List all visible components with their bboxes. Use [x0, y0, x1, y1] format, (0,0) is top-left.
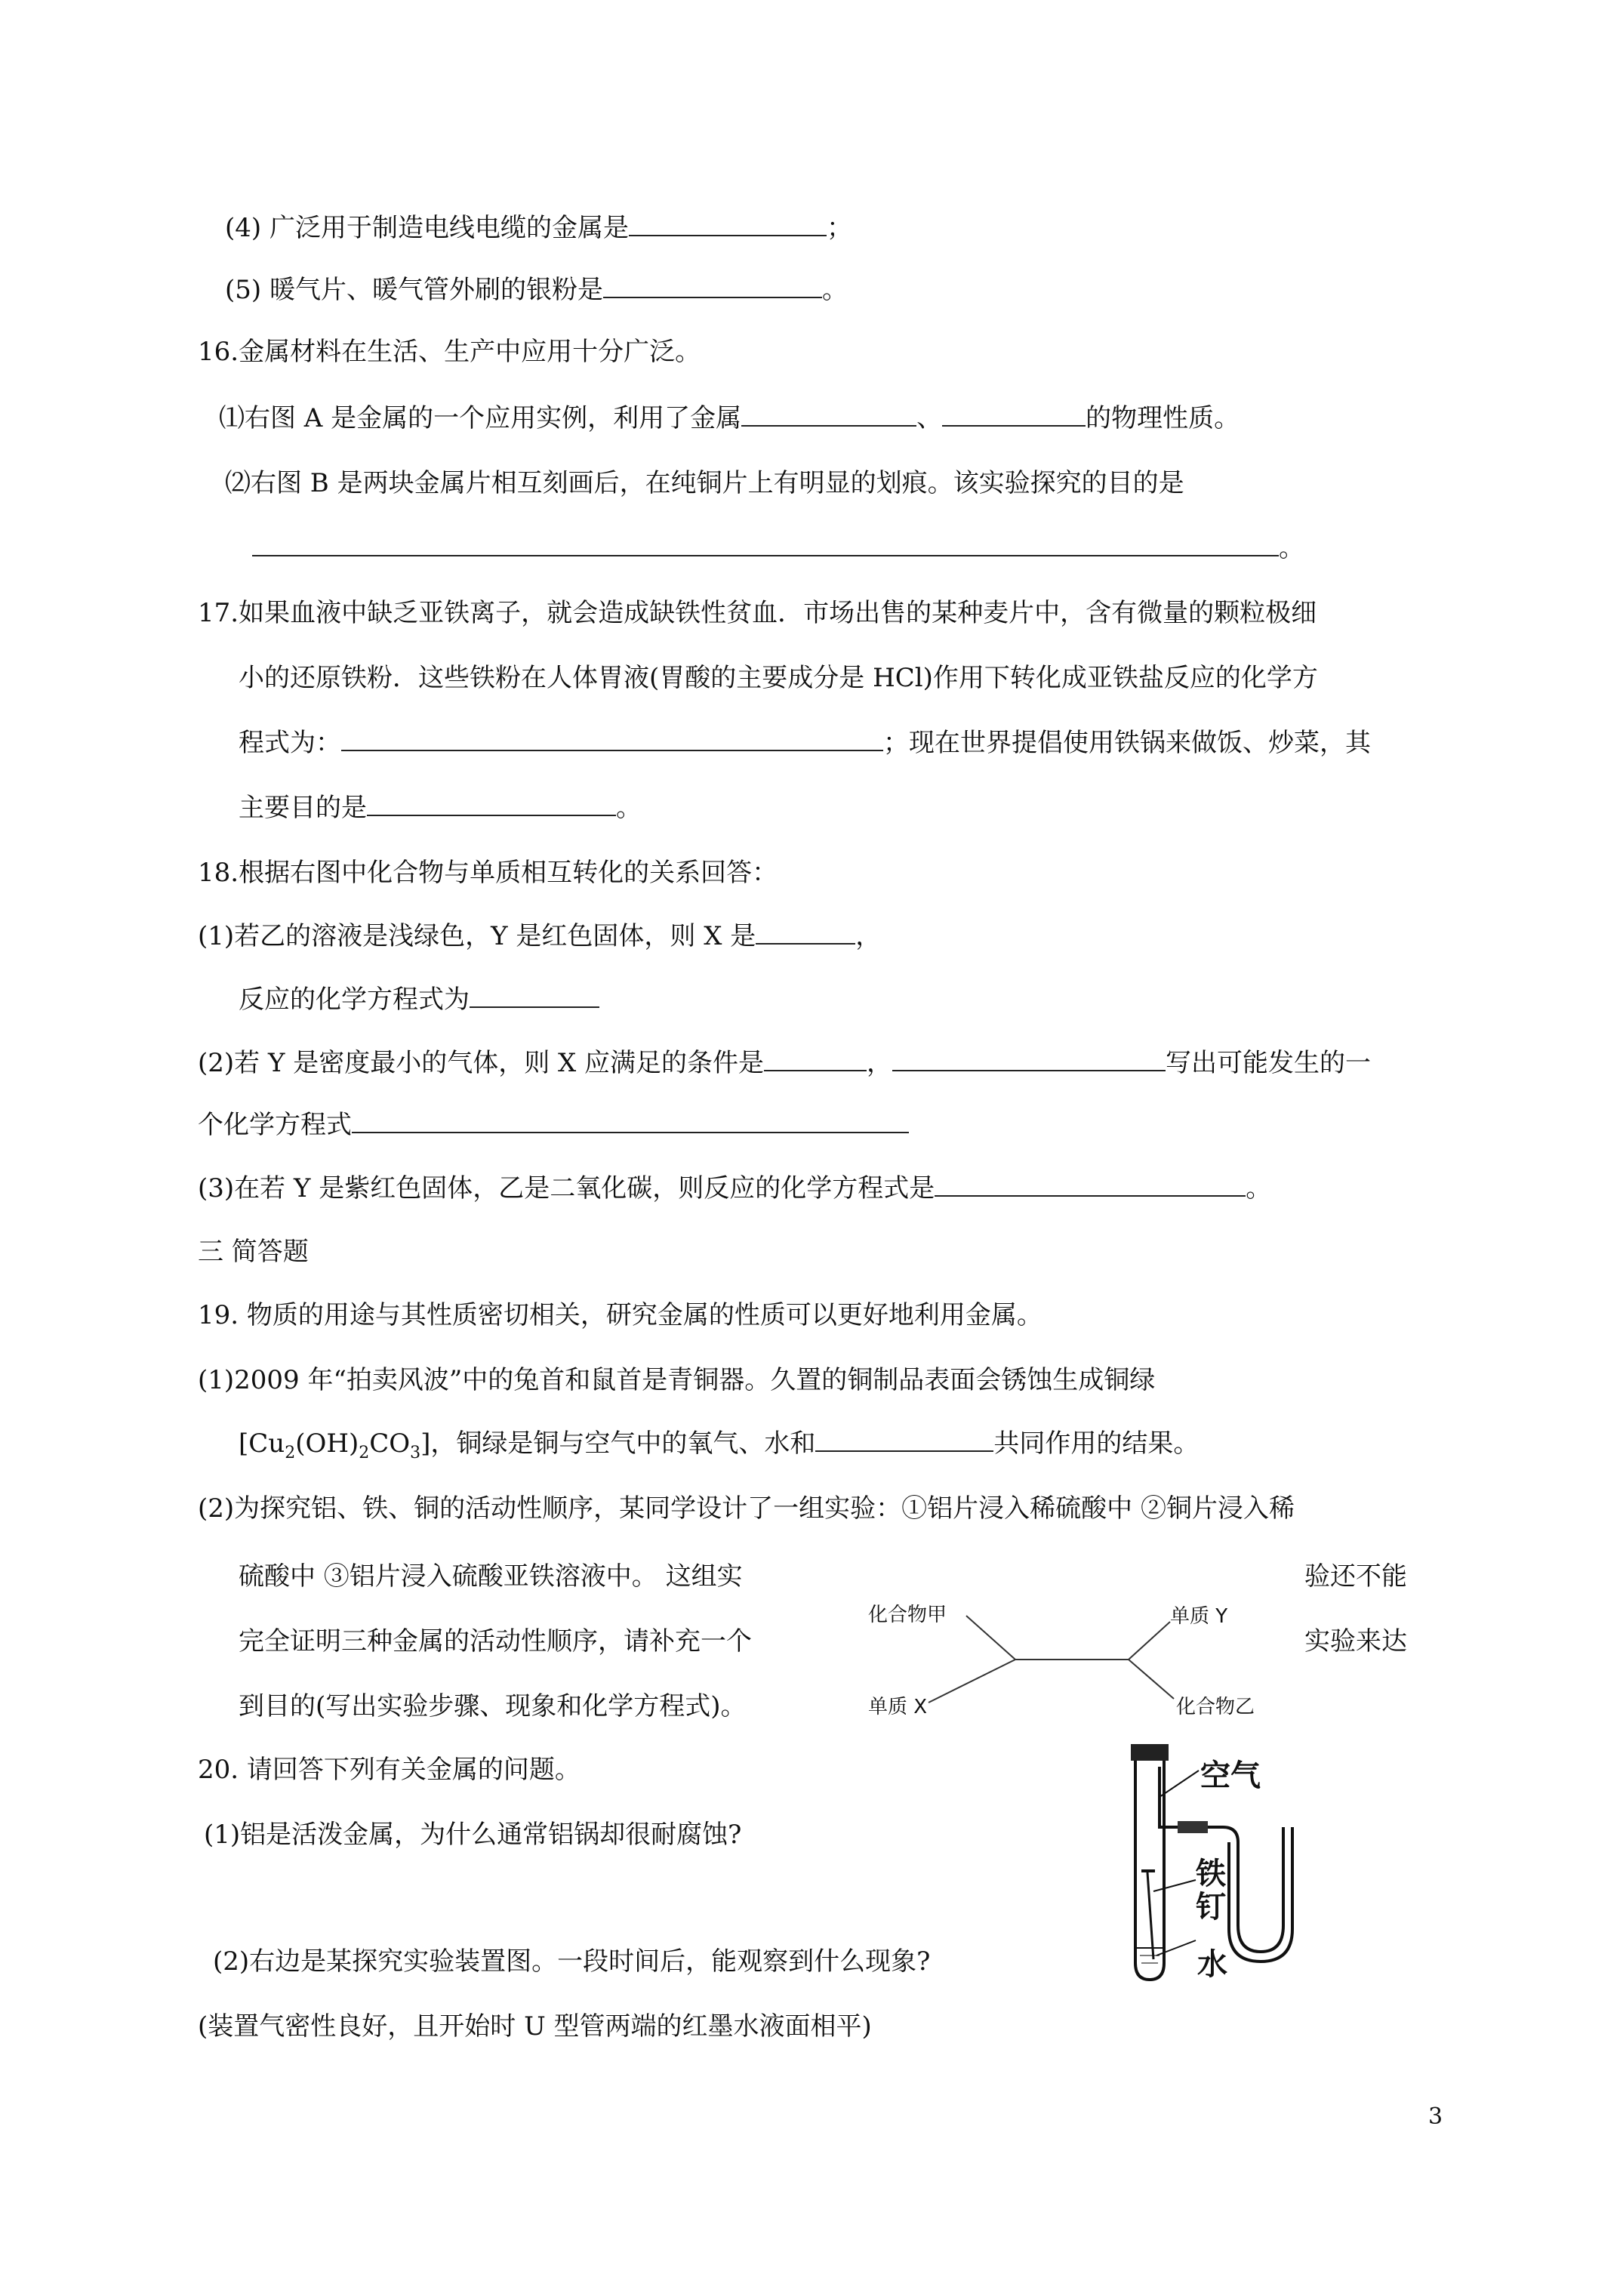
q20-title: 20. 请回答下列有关金属的问题。	[198, 1755, 581, 1785]
q18-1: (1)若乙的溶液是浅绿色，Y 是红色固体，则 X 是 ，	[198, 921, 882, 951]
answer-blank[interactable]	[892, 1047, 1166, 1071]
q16-title: 16.金属材料在生活、生产中应用十分广泛。	[198, 337, 701, 367]
q17-line3: 程式为： ；现在世界提倡使用铁锅来做饭、炒菜，其	[239, 728, 1371, 758]
label-compound-a: 化合物甲	[868, 1604, 947, 1626]
q20-1: (1)铝是活泼金属，为什么通常铝锅却很耐腐蚀?	[204, 1820, 742, 1850]
q19-1: (1)2009 年“拍卖风波”中的兔首和鼠首是青铜器。久置的铜制品表面会锈蚀生成铜绿	[198, 1365, 1156, 1395]
q19-title: 19. 物质的用途与其性质密切相关，研究金属的性质可以更好地利用金属。	[198, 1300, 1042, 1330]
q19-2-line2-right: 验还不能	[1304, 1561, 1407, 1592]
q20-2-note: (装置气密性良好，且开始时 U 型管两端的红墨水液面相平)	[198, 2011, 872, 2042]
q15-5-text: (5) 暖气片、暖气管外刷的银粉是	[225, 275, 603, 305]
answer-blank[interactable]	[352, 1109, 909, 1133]
conversion-diagram	[868, 1593, 1291, 1725]
q16-2-answer: 。	[252, 532, 1304, 565]
answer-blank[interactable]	[603, 274, 822, 298]
q17-line2: 小的还原铁粉．这些铁粉在人体胃液(胃酸的主要成分是 HCl)作用下转化成亚铁盐反应的化学方	[239, 663, 1318, 693]
q18-3: (3)在若 Y 是紫红色固体，乙是二氧化碳，则反应的化学方程式是 。	[198, 1173, 1272, 1203]
q15-4-text: (4) 广泛用于制造电线电缆的金属是	[225, 213, 629, 243]
q19-1-formula: $[Cu_2(OH)_2CO_3]$，铜绿是铜与空气中的氧气、水和 共同作用的结果。	[239, 1428, 1200, 1462]
answer-blank[interactable]	[764, 1047, 867, 1071]
answer-blank[interactable]	[935, 1173, 1246, 1197]
q19-2-line3: 完全证明三种金属的活动性顺序，请补充一个	[239, 1626, 752, 1657]
answer-blank[interactable]	[629, 212, 827, 236]
q19-2: (2)为探究铝、铁、铜的活动性顺序，某同学设计了一组实验：①铝片浸入稀硫酸中 ②铜片浸入稀	[198, 1493, 1295, 1524]
label-water: 水	[1197, 1947, 1227, 1982]
q15-4: (4) 广泛用于制造电线电缆的金属是 ；	[225, 213, 852, 243]
answer-blank[interactable]	[756, 920, 855, 945]
q19-2-line2: 硫酸中 ③铝片浸入硫酸亚铁溶液中。 这组实	[239, 1561, 743, 1592]
answer-blank[interactable]	[815, 1428, 993, 1452]
answer-blank[interactable]	[470, 984, 599, 1008]
q19-2-line3-right: 实验来达	[1304, 1626, 1407, 1657]
answer-blank[interactable]	[341, 727, 883, 751]
q20-2: (2)右边是某探究实验装置图。一段时间后，能观察到什么现象?	[213, 1946, 931, 1977]
q18-2-equation: 个化学方程式	[198, 1108, 909, 1142]
label-element-y: 单质 Y	[1170, 1605, 1228, 1628]
label-element-x: 单质 X	[868, 1696, 928, 1718]
answer-blank[interactable]	[741, 402, 916, 427]
q17-line1: 17.如果血液中缺乏亚铁离子，就会造成缺铁性贫血．市场出售的某种麦片中，含有微量的颗粒极细	[198, 598, 1317, 628]
answer-blank[interactable]	[942, 402, 1086, 427]
answer-blank[interactable]	[367, 792, 616, 816]
answer-blank[interactable]	[252, 532, 1279, 556]
q18-title: 18.根据右图中化合物与单质相互转化的关系回答：	[198, 858, 778, 888]
q15-5: (5) 暖气片、暖气管外刷的银粉是 。	[225, 275, 848, 305]
q18-1-equation: 反应的化学方程式为	[239, 983, 599, 1016]
q16-1: ⑴右图 A 是金属的一个应用实例，利用了金属 、 的物理性质。	[219, 403, 1240, 433]
q16-2: ⑵右图 B 是两块金属片相互刻画后，在纯铜片上有明显的划痕。该实验探究的目的是	[225, 468, 1184, 498]
q19-2-line4: 到目的(写出实验步骤、现象和化学方程式)。	[239, 1691, 747, 1721]
apparatus-figure	[1117, 1737, 1344, 1986]
label-air: 空气	[1200, 1758, 1261, 1793]
label-compound-b: 化合物乙	[1176, 1696, 1255, 1718]
page-number: 3	[1428, 2103, 1443, 2130]
q18-2: (2)若 Y 是密度最小的气体，则 X 应满足的条件是 ， 写出可能发生的一	[198, 1048, 1372, 1078]
q17-line4: 主要目的是 。	[239, 793, 642, 823]
section-title: 三 简答题	[198, 1237, 309, 1267]
label-nail: 铁钉	[1196, 1857, 1226, 1925]
